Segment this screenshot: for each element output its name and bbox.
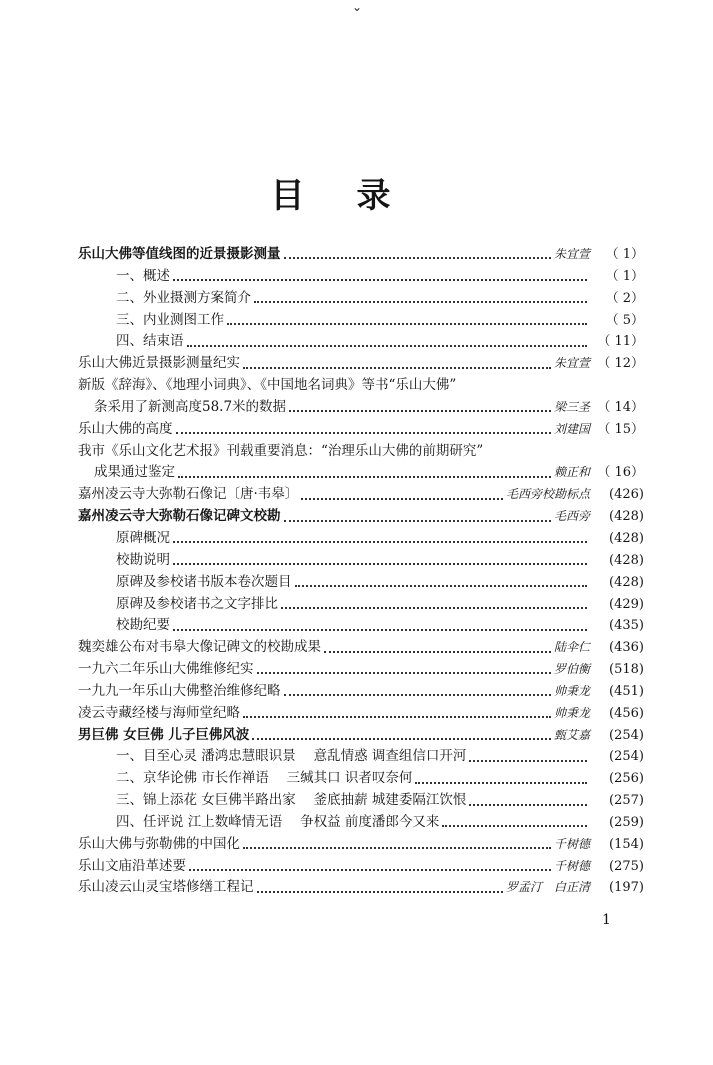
entry-page: (259) [609,814,644,830]
leader-dots [243,715,551,718]
toc-entry[interactable] [78,353,644,375]
entry-author: 甄艾嘉 [553,727,590,742]
entry-title: 四、结束语 [116,333,184,350]
entry-title-cont: 条采用了新测高度58.7米的数据 [94,398,287,415]
entry-title: 二、京华论佛 市长作禅语 三缄其口 识者叹奈何 [116,770,413,787]
leader-dots [281,606,587,609]
entry-page: (518) [609,662,644,678]
entry-page: (254) [609,749,644,765]
toc-entry[interactable] [78,746,644,768]
entry-page: （ 11） [597,334,644,350]
leader-dots [469,803,587,806]
toc-entry[interactable] [78,856,644,878]
entry-page: (451) [609,683,644,699]
leader-dots [289,409,551,412]
toc-entry[interactable] [78,659,644,681]
entry-title-cont: 成果通过鉴定 [94,464,175,481]
entry-title: 原碑及参校诸书版本卷次题目 [116,573,292,590]
entry-page: (429) [609,596,644,612]
entry-page: （ 5） [605,312,644,328]
entry-title: 一九六二年乐山大佛维修纪实 [78,661,254,678]
entry-title: 校勘说明 [116,551,170,568]
entry-page: (426) [609,487,644,503]
toc-entry[interactable] [78,594,644,616]
entry-page: (428) [609,574,644,590]
toc-entry-line1[interactable] [78,441,644,463]
entry-title: 乐山文庙沿革述要 [78,857,186,874]
entry-title: 四、任评说 江上数峰情无语 争权益 前度潘郎今又来 [116,813,440,830]
entry-page: (257) [609,793,644,809]
toc-entry[interactable] [78,615,644,637]
entry-author: 毛西旁校勘标点 [505,487,590,502]
entry-title: 凌云寺藏经楼与海师堂纪略 [78,704,240,721]
entry-title: 原碑概况 [116,529,170,546]
entry-title: 二、外业摄测方案简介 [116,289,251,306]
toc-entry[interactable] [78,506,644,528]
entry-title: 嘉州凌云寺大弥勒石像记〔唐·韦皋〕 [78,486,299,503]
toc-entry[interactable] [78,768,644,790]
entry-author: 梁三圣 [553,399,590,414]
leader-dots [173,278,587,281]
toc-entry[interactable] [78,681,644,703]
toc-entry[interactable] [78,310,644,332]
toc-entry[interactable] [78,703,644,725]
toc-entry[interactable] [78,812,644,834]
entry-title: 一九九一年乐山大佛整治维修纪略 [78,682,281,699]
entry-title: 原碑及参校诸书之文字排比 [116,595,278,612]
entry-author: 罗孟汀 白正清 [505,880,590,895]
toc-entry[interactable] [78,266,644,288]
entry-page: (428) [609,552,644,568]
entry-title: 嘉州凌云寺大弥勒石像记碑文校勘 [78,508,281,525]
toc-entry[interactable] [78,528,644,550]
entry-author: 刘建国 [553,421,590,436]
toc-entry-line2[interactable] [78,397,644,419]
entry-page: (256) [609,771,644,787]
entry-page: (197) [609,880,644,896]
leader-dots [178,475,551,478]
toc-entry[interactable] [78,550,644,572]
entry-page: （ 1） [605,268,644,284]
entry-page: (435) [609,618,644,634]
entry-title: 我市《乐山文化艺术报》刊载重要消息：“治理乐山大佛的前期研究” [78,442,484,459]
leader-dots [301,497,503,500]
toc-entry[interactable] [78,725,644,747]
entry-title: 乐山大佛近景摄影测量纪实 [78,355,240,372]
toc-entry[interactable] [78,877,644,899]
entry-title: 一、概述 [116,267,170,284]
leader-dots [442,824,587,827]
leader-dots [284,519,551,522]
entry-title: 三、内业测图工作 [116,311,224,328]
entry-title: 乐山大佛与弥勒佛的中国化 [78,835,240,852]
entry-author: 罗伯衡 [553,662,590,677]
entry-page: （ 16） [597,465,644,481]
leader-dots [173,562,587,565]
leader-dots [257,671,551,674]
entry-title: 男巨佛 女巨佛 儿子巨佛风波 [78,726,250,743]
entry-title: 乐山大佛的高度 [78,420,173,437]
toc-entry[interactable] [78,244,644,266]
toc-entry[interactable] [78,331,644,353]
leader-dots [243,846,551,849]
leader-dots [243,366,551,369]
entry-page: （ 14） [597,399,644,415]
leader-dots [284,256,551,259]
entry-author: 毛西旁 [553,509,590,524]
page-title: 目录 [270,176,443,216]
toc-entry[interactable] [78,637,644,659]
leader-dots [324,650,551,653]
leader-dots [227,322,587,325]
leader-dots [415,781,587,784]
leader-dots [254,300,587,303]
entry-page: (275) [609,858,644,874]
entry-title: 三、锦上添花 女巨佛半路出家 釜底抽薪 城建委隔江饮恨 [116,792,467,809]
entry-page: （ 2） [605,290,644,306]
leader-dots [187,344,588,347]
entry-title: 一、目至心灵 潘鸿忠慧眼识景 意乱情惑 调查组信口开河 [116,748,467,765]
leader-dots [252,737,551,740]
entry-author: 千树德 [553,858,590,873]
entry-page: (436) [609,640,644,656]
toc-entry[interactable] [78,288,644,310]
table-of-contents [78,244,644,899]
entry-title: 乐山大佛等值线图的近景摄影测量 [78,246,281,262]
entry-author: 朱宜萱 [553,247,590,261]
leader-dots [295,584,588,587]
entry-page: (428) [609,530,644,546]
leader-dots [176,431,551,434]
entry-page: (154) [609,836,644,852]
entry-title: 魏奕雄公布对韦皋大像记碑文的校勘成果 [78,639,321,656]
entry-page: (456) [609,705,644,721]
leader-dots [173,540,587,543]
leader-dots [284,693,551,696]
leader-dots [257,890,503,893]
toc-entry[interactable] [78,834,644,856]
entry-author: 帅秉龙 [553,683,590,698]
entry-author: 千树德 [553,836,590,851]
toc-entry[interactable] [78,572,644,594]
top-binding-mark: ⌄ [352,0,363,14]
entry-title: 乐山凌云山灵宝塔修缮工程记 [78,879,254,896]
toc-entry-line1[interactable] [78,375,644,397]
entry-title: 新版《辞海》、《地理小词典》、《中国地名词典》等书“乐山大佛” [78,377,457,394]
entry-author: 陆伞仁 [553,640,590,655]
toc-entry[interactable] [78,484,644,506]
entry-page: (428) [609,509,644,525]
entry-author: 朱宜萱 [553,356,590,371]
toc-entry[interactable] [78,790,644,812]
entry-author: 赖正和 [553,465,590,480]
entry-page: （ 12） [597,356,644,372]
entry-page: （ 1） [605,247,644,262]
toc-entry-line2[interactable] [78,462,644,484]
entry-page: （ 15） [597,421,644,437]
entry-page: (254) [609,727,644,743]
toc-entry[interactable] [78,419,644,441]
leader-dots [173,628,587,631]
leader-dots [469,759,587,762]
page-number: 1 [602,912,611,928]
leader-dots [189,868,551,871]
entry-title: 校勘纪要 [116,617,170,634]
entry-author: 帅秉龙 [553,705,590,720]
